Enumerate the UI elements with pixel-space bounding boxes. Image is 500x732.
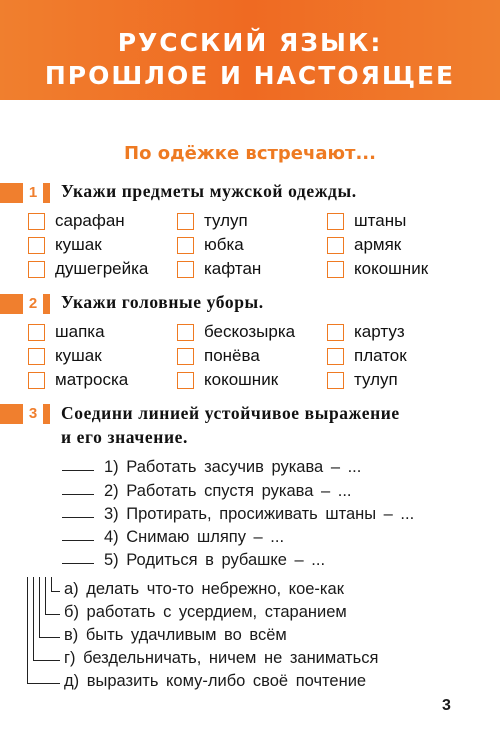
section-subtitle: По одёжке встречают... [124, 143, 376, 164]
meaning-item: а) делать что-то небрежно, кое-как [64, 580, 344, 598]
title-line-1: РУССКИЙ ЯЗЫК: [117, 28, 383, 57]
checkbox[interactable] [327, 261, 344, 278]
task-3-instruction-line-2: и его значение. [61, 427, 188, 447]
checkbox[interactable] [327, 213, 344, 230]
task-2-instruction: Укажи головные уборы. [61, 292, 264, 312]
checkbox[interactable] [28, 213, 45, 230]
connector-line [33, 577, 34, 660]
connector-line [39, 637, 60, 638]
checkbox[interactable] [28, 237, 45, 254]
checkbox[interactable] [177, 348, 194, 365]
meaning-item: в) быть удачливым во всём [64, 626, 287, 644]
checkbox[interactable] [327, 237, 344, 254]
task-1-instruction: Укажи предметы мужской одежды. [61, 181, 357, 201]
checkbox[interactable] [177, 372, 194, 389]
page-number: 3 [442, 697, 451, 714]
meaning-item: б) работать с усердием, старанием [64, 603, 347, 621]
checkbox[interactable] [28, 348, 45, 365]
checkbox[interactable] [327, 372, 344, 389]
checkbox[interactable] [327, 324, 344, 341]
meaning-item: д) выразить кому-либо своё почтение [64, 672, 367, 690]
checkbox[interactable] [28, 372, 45, 389]
checkbox[interactable] [177, 213, 194, 230]
checkbox[interactable] [177, 261, 194, 278]
connector-line [51, 577, 52, 591]
connector-line [33, 660, 60, 661]
answer-line[interactable] [62, 540, 94, 541]
meaning-item: г) бездельничать, ничем не заниматься [64, 649, 379, 667]
task-1-number: 1 [23, 183, 43, 203]
answer-line[interactable] [62, 563, 94, 564]
checkbox[interactable] [28, 324, 45, 341]
checkbox[interactable] [28, 261, 45, 278]
connector-line [51, 591, 60, 592]
answer-line[interactable] [62, 494, 94, 495]
answer-line[interactable] [62, 470, 94, 471]
connector-line [27, 683, 60, 684]
checkbox[interactable] [177, 237, 194, 254]
title-line-2: ПРОШЛОЕ И НАСТОЯЩЕЕ [44, 61, 456, 90]
task-3-number: 3 [23, 404, 43, 424]
checkbox[interactable] [177, 324, 194, 341]
connector-line [45, 577, 46, 614]
task-3-instruction-line-1: Соедини линией устойчивое выражение [61, 403, 400, 423]
connector-line [39, 577, 40, 637]
checkbox[interactable] [327, 348, 344, 365]
connector-line [27, 577, 28, 683]
task-2-number: 2 [23, 294, 43, 314]
connector-line [45, 614, 60, 615]
answer-line[interactable] [62, 517, 94, 518]
